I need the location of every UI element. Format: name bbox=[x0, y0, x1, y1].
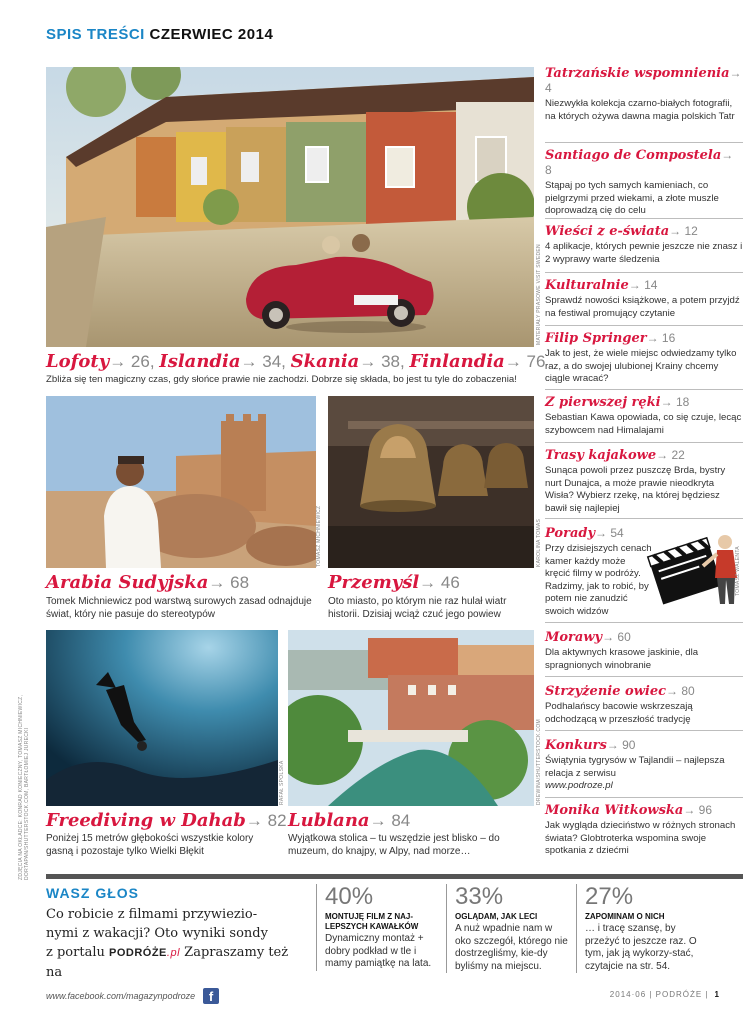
toc-item-desc: Jak wygląda dzieciństwo w różnych stronach świata? Globtroterka wspomina swoje spotkania z dziećmi bbox=[545, 820, 736, 856]
feature-arabia[interactable] bbox=[46, 573, 321, 621]
toc-item-desc: Sunąca powoli przez puszczę Brda, bystry nurt Dunajca, a może prawie nieodkryta Wisła? Wybierz rzekę, na której będziesz bawił się najlepiej bbox=[545, 465, 726, 514]
toc-item-title: Wieści z e-świata bbox=[545, 224, 670, 239]
divider bbox=[545, 218, 743, 219]
toc-item-kajakowe[interactable]: Trasy kajakowe→ 22 Sunąca powoli przez puszczę Brda, bystry nurt Dunajca, a może prawie nieodkryta Wisła? Wybierz rzekę, na której będziesz bawił się najlepiej bbox=[545, 448, 743, 515]
toc-item-desc: Sprawdź nowości książkowe, a potem przyjdź na festiwal promujący czytanie bbox=[545, 295, 740, 319]
toc-item-title: Tatrzańskie wspomnienia bbox=[545, 66, 730, 81]
divider bbox=[545, 676, 743, 677]
konkurs-url-link[interactable]: www.podroze.pl bbox=[545, 780, 613, 791]
page-header bbox=[46, 26, 273, 43]
feature-lofoty[interactable] bbox=[46, 351, 546, 386]
toc-item-desc: Świątynia tygrysów w Tajlandii – najlepsza relacja z serwisu bbox=[545, 755, 725, 779]
toc-item-desc: Podhalańscy bacowie wskrzeszają odchodzącą w przeszłość tradycję bbox=[545, 701, 693, 725]
freediving-photo-credit-2: RAFAŁ SPOLSKA bbox=[279, 760, 285, 805]
toc-item-title: Porady bbox=[545, 526, 596, 541]
facebook-icon[interactable]: f bbox=[203, 988, 219, 1004]
toc-item-porady[interactable]: Porady→ 54 Przy dzisiejszych cenach kamer każdy może kręcić filmy w podróży. Radzimy, jak to robić, by potem nie zanudzić swoich widzów TOMASZ WALENTA bbox=[545, 526, 741, 617]
header-section: SPIS TREŚCI bbox=[46, 26, 145, 43]
divider bbox=[545, 797, 743, 798]
stat-zapominam bbox=[576, 884, 700, 973]
przemysl-photo bbox=[328, 396, 534, 568]
toc-item-desc: Sebastian Kawa opowiada, co się czuje, lecąc szybowcem nad Himalajami bbox=[545, 412, 742, 436]
stat-montuje bbox=[316, 884, 440, 971]
feature-arabia-desc: Tomek Michniewicz pod warstwą surowych zasad odnajduje świat, który nie pasuje do stereotypów bbox=[46, 596, 312, 620]
lofoty-photo-credit: MATERIAŁY PRASOWE VISIT SWEDEN bbox=[536, 244, 542, 345]
feature-freediving-desc: Poniżej 15 metrów głębokości wszystkie kolory gasną i pozostaje tylko Wielki Błękit bbox=[46, 833, 254, 857]
feature-lofoty-desc: Zbliża się ten magiczny czas, gdy słońce prawie nie zachodzi. Dobrze się składa, bo jest tu tyle do zobaczenia! bbox=[46, 374, 517, 385]
toc-item-tatrzanskie[interactable]: Tatrzańskie wspomnienia→ 4 Niezwykła kolekcja czarno-białych fotografii, na których ożywa dawna magia polskich Tatr bbox=[545, 66, 742, 122]
stat-percent: 33% bbox=[455, 883, 504, 910]
divider bbox=[545, 142, 743, 143]
toc-item-desc: 4 aplikacje, których pewnie jeszcze nie znasz i 2 wyprawy warte śledzenia bbox=[545, 241, 743, 265]
page-footer bbox=[610, 990, 720, 999]
toc-item-morawy[interactable]: Morawy→ 60 Dla aktywnych krasowe jaskinie, dla spragnionych winobranie bbox=[545, 630, 743, 672]
bottom-divider-bar bbox=[46, 874, 743, 879]
przemysl-photo-credit: KAROLINA TOMAS bbox=[536, 518, 542, 567]
stat-label: OGLĄDAM, JAK LECI bbox=[455, 912, 538, 921]
arabia-photo-credit: TOMASZ MICHNIEWICZ bbox=[316, 505, 322, 567]
divider bbox=[545, 272, 743, 273]
toc-item-strzyzenie[interactable]: Strzyżenie owiec→ 80 Podhalańscy bacowie wskrzeszają odchodzącą w przeszłość tradycję bbox=[545, 684, 743, 726]
feature-lublana-desc: Wyjątkowa stolica – tu wszędzie jest blisko – do muzeum, do knajpy, w Alpy, nad morze… bbox=[288, 833, 500, 857]
toc-item-title: Filip Springer bbox=[545, 331, 647, 346]
toc-item-desc: Dla aktywnych krasowe jaskinie, dla spragnionych winobranie bbox=[545, 647, 699, 671]
stat-percent: 27% bbox=[585, 883, 634, 910]
feature-freediving-title[interactable]: Freediving w Dahab→ 82 bbox=[46, 810, 287, 831]
feature-lublana-title[interactable]: Lublana→ 84 bbox=[288, 810, 411, 831]
divider bbox=[545, 325, 743, 326]
film-clapper-illustration bbox=[645, 528, 743, 610]
toc-item-desc: Stąpaj po tych samych kamieniach, co pielgrzymi przed wiekami, a złote muszle doprowadzą cię do celu bbox=[545, 180, 719, 216]
stat-ogladam bbox=[446, 884, 570, 973]
toc-item-kulturalnie[interactable]: Kulturalnie→ 14 Sprawdź nowości książkowe, a potem przyjdź na festiwal promujący czytanie bbox=[545, 278, 743, 320]
stat-text: A nuż wpadnie nam w oko szczegół, którego nie dostrzegliśmy, kie-dy byliśmy na miejscu. bbox=[455, 923, 568, 972]
arabia-photo bbox=[46, 396, 316, 568]
lublana-photo bbox=[288, 630, 534, 806]
toc-item-title: Strzyżenie owiec bbox=[545, 684, 667, 699]
toc-item-santiago[interactable]: Santiago de Compostela→ 8 Stąpaj po tych samych kamieniach, co pielgrzymi przed wiekami, a złote muszle doprowadzą cię do celu bbox=[545, 148, 743, 218]
toc-item-title: Kulturalnie bbox=[545, 278, 629, 293]
feature-przemysl[interactable] bbox=[328, 573, 538, 621]
stat-percent: 40% bbox=[325, 883, 374, 910]
toc-item-witkowska[interactable]: Monika Witkowska→ 96 Jak wygląda dzieciństwo w różnych stronach świata? Globtroterka wspomina swoje spotkania z dziećmi bbox=[545, 803, 743, 858]
toc-item-desc: Przy dzisiejszych cenach kamer każdy może kręcić filmy w podróży. Radzimy, jak to robić, by potem nie zanudzić swoich widzów bbox=[545, 543, 652, 617]
divider bbox=[545, 389, 743, 390]
toc-item-desc: Niezwykła kolekcja czarno-białych fotografii, na których ożywa dawna magia polskich Tatr bbox=[545, 98, 735, 122]
porady-illustration-credit: TOMASZ WALENTA bbox=[735, 546, 741, 596]
facebook-url-link[interactable]: www.facebook.com/magazynpodroze bbox=[46, 991, 196, 1001]
wasz-glos-question: Co robicie z filmami przywiezio- nymi z wakacji? Oto wyniki sondy z portalu PODRÓŻE.pl Zapraszamy też na bbox=[46, 907, 289, 980]
feature-przemysl-title[interactable]: Przemyśl→ 46 bbox=[328, 572, 460, 593]
lofoty-photo bbox=[46, 67, 534, 347]
page-number: 1 bbox=[714, 990, 720, 999]
divider bbox=[545, 622, 743, 623]
footer-issue: 2014·06 | PODRÓŻE | bbox=[609, 990, 709, 999]
header-issue: CZERWIEC 2014 bbox=[149, 26, 274, 43]
toc-item-title: Z pierwszej ręki bbox=[545, 395, 661, 410]
toc-item-title: Konkurs bbox=[545, 738, 607, 753]
toc-item-pierwszej-reki[interactable]: Z pierwszej ręki→ 18 Sebastian Kawa opowiada, co się czuje, lecąc szybowcem nad Himalajami bbox=[545, 395, 742, 436]
feature-lublana[interactable] bbox=[288, 811, 538, 858]
toc-item-title: Santiago de Compostela bbox=[545, 148, 722, 163]
toc-item-title: Monika Witkowska bbox=[545, 803, 684, 818]
lublana-photo-credit: DREWINA/SHUTTERSTOCK.COM bbox=[536, 719, 542, 805]
toc-item-desc: Jak to jest, że wiele miejsc odwiedzamy tylko raz, a do swojej ulubionej Krainy chcemy ciągle wracać? bbox=[545, 348, 737, 384]
stat-label: ZAPOMINAM O NICH bbox=[585, 912, 665, 921]
divider bbox=[545, 518, 743, 519]
divider bbox=[545, 730, 743, 731]
toc-item-wiesci[interactable]: Wieści z e-świata→ 12 4 aplikacje, których pewnie jeszcze nie znasz i 2 wyprawy warte śledzenia bbox=[545, 224, 743, 265]
feature-lofoty-title[interactable]: Lofoty→ 26, Islandia→ 34, Skania→ 38, Finlandia→ 76 bbox=[46, 351, 546, 372]
wasz-glos bbox=[46, 885, 306, 1004]
freediving-photo-credit: ZDJĘCIA NA OKŁADCE: KONRAD KONIECZNY, TOMASZ MICHNIEWICZ, DORTAPAN/SHUTTERSTOCK.COM, BARTŁOMIEJ JURECKI bbox=[18, 694, 30, 880]
wasz-glos-title: WASZ GŁOS bbox=[46, 885, 139, 901]
toc-item-title: Morawy bbox=[545, 630, 603, 645]
stat-text: … i tracę szansę, by przeżyć to jeszcze raz. O tym, jak ją wykorzy-stać, czytajcie na str. 54. bbox=[585, 923, 697, 972]
feature-freediving[interactable] bbox=[46, 811, 286, 858]
freediving-photo bbox=[46, 630, 278, 806]
toc-right-column bbox=[545, 66, 743, 866]
stat-text: Dynamiczny montaż + dobry podkład w tle i mamy pamiątkę na lata. bbox=[325, 933, 432, 969]
toc-item-springer[interactable]: Filip Springer→ 16 Jak to jest, że wiele miejsc odwiedzamy tylko raz, a do swojej ulubionej Krainy chcemy ciągle wracać? bbox=[545, 331, 743, 386]
podroze-logo: PODRÓŻE.pl bbox=[109, 947, 181, 959]
toc-item-konkurs[interactable]: Konkurs→ 90 Świątynia tygrysów w Tajlandii – najlepsza relacja z serwisu www.podroze.pl bbox=[545, 738, 743, 793]
feature-arabia-title[interactable]: Arabia Sudyjska→ 68 bbox=[46, 572, 250, 593]
toc-item-title: Trasy kajakowe bbox=[545, 448, 657, 463]
feature-przemysl-desc: Oto miasto, po którym nie raz hulał wiatr historii. Dzisiaj wciąż czuć jego powiew bbox=[328, 596, 507, 620]
divider bbox=[545, 442, 743, 443]
stat-label: MONTUJĘ FILM Z NAJ-LEPSZYCH KAWAŁKÓW bbox=[325, 912, 419, 931]
